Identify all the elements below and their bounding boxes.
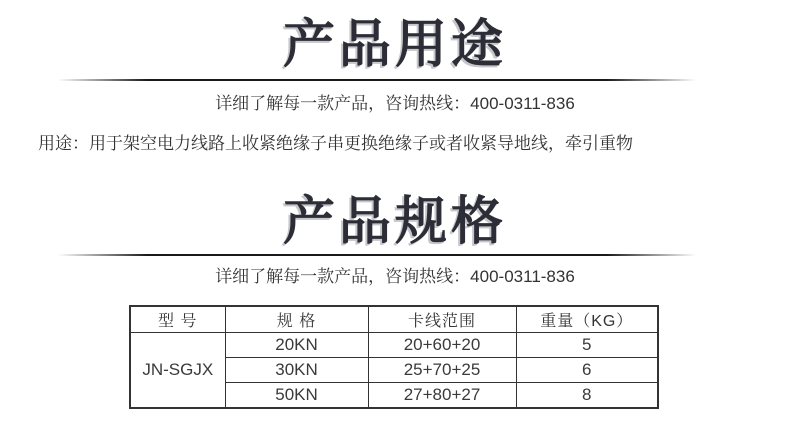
hotline-text: 详细了解每一款产品，咨询热线：400-0311-836 bbox=[215, 267, 575, 286]
spec-cell: 50KN bbox=[225, 383, 368, 409]
range-cell: 25+70+25 bbox=[368, 358, 516, 383]
usage-section bbox=[0, 0, 790, 155]
specs-table bbox=[129, 305, 659, 409]
table-header-row bbox=[130, 306, 658, 333]
weight-cell: 5 bbox=[516, 333, 658, 358]
spec-cell: 30KN bbox=[225, 358, 368, 383]
usage-description: 用途：用于架空电力线路上收紧绝缘子串更换绝缘子或者收紧导地线，牵引重物 bbox=[38, 134, 633, 153]
header-range: 卡线范围 bbox=[368, 306, 516, 333]
weight-cell: 6 bbox=[516, 358, 658, 383]
hotline-text: 详细了解每一款产品，咨询热线：400-0311-836 bbox=[215, 94, 575, 113]
header-model: 型 号 bbox=[130, 306, 225, 333]
spec-cell: 20KN bbox=[225, 333, 368, 358]
usage-section-title: 产品用途 bbox=[282, 16, 507, 74]
specs-section bbox=[0, 195, 790, 409]
range-cell: 20+60+20 bbox=[368, 333, 516, 358]
section-divider bbox=[58, 79, 696, 81]
weight-cell: 8 bbox=[516, 383, 658, 409]
table-row bbox=[130, 333, 658, 358]
header-weight: 重量（KG） bbox=[516, 306, 658, 333]
specs-section-title: 产品规格 bbox=[282, 193, 507, 251]
model-cell: JN-SGJX bbox=[130, 333, 225, 409]
section-divider bbox=[58, 254, 696, 256]
range-cell: 27+80+27 bbox=[368, 383, 516, 409]
header-spec: 规 格 bbox=[225, 306, 368, 333]
